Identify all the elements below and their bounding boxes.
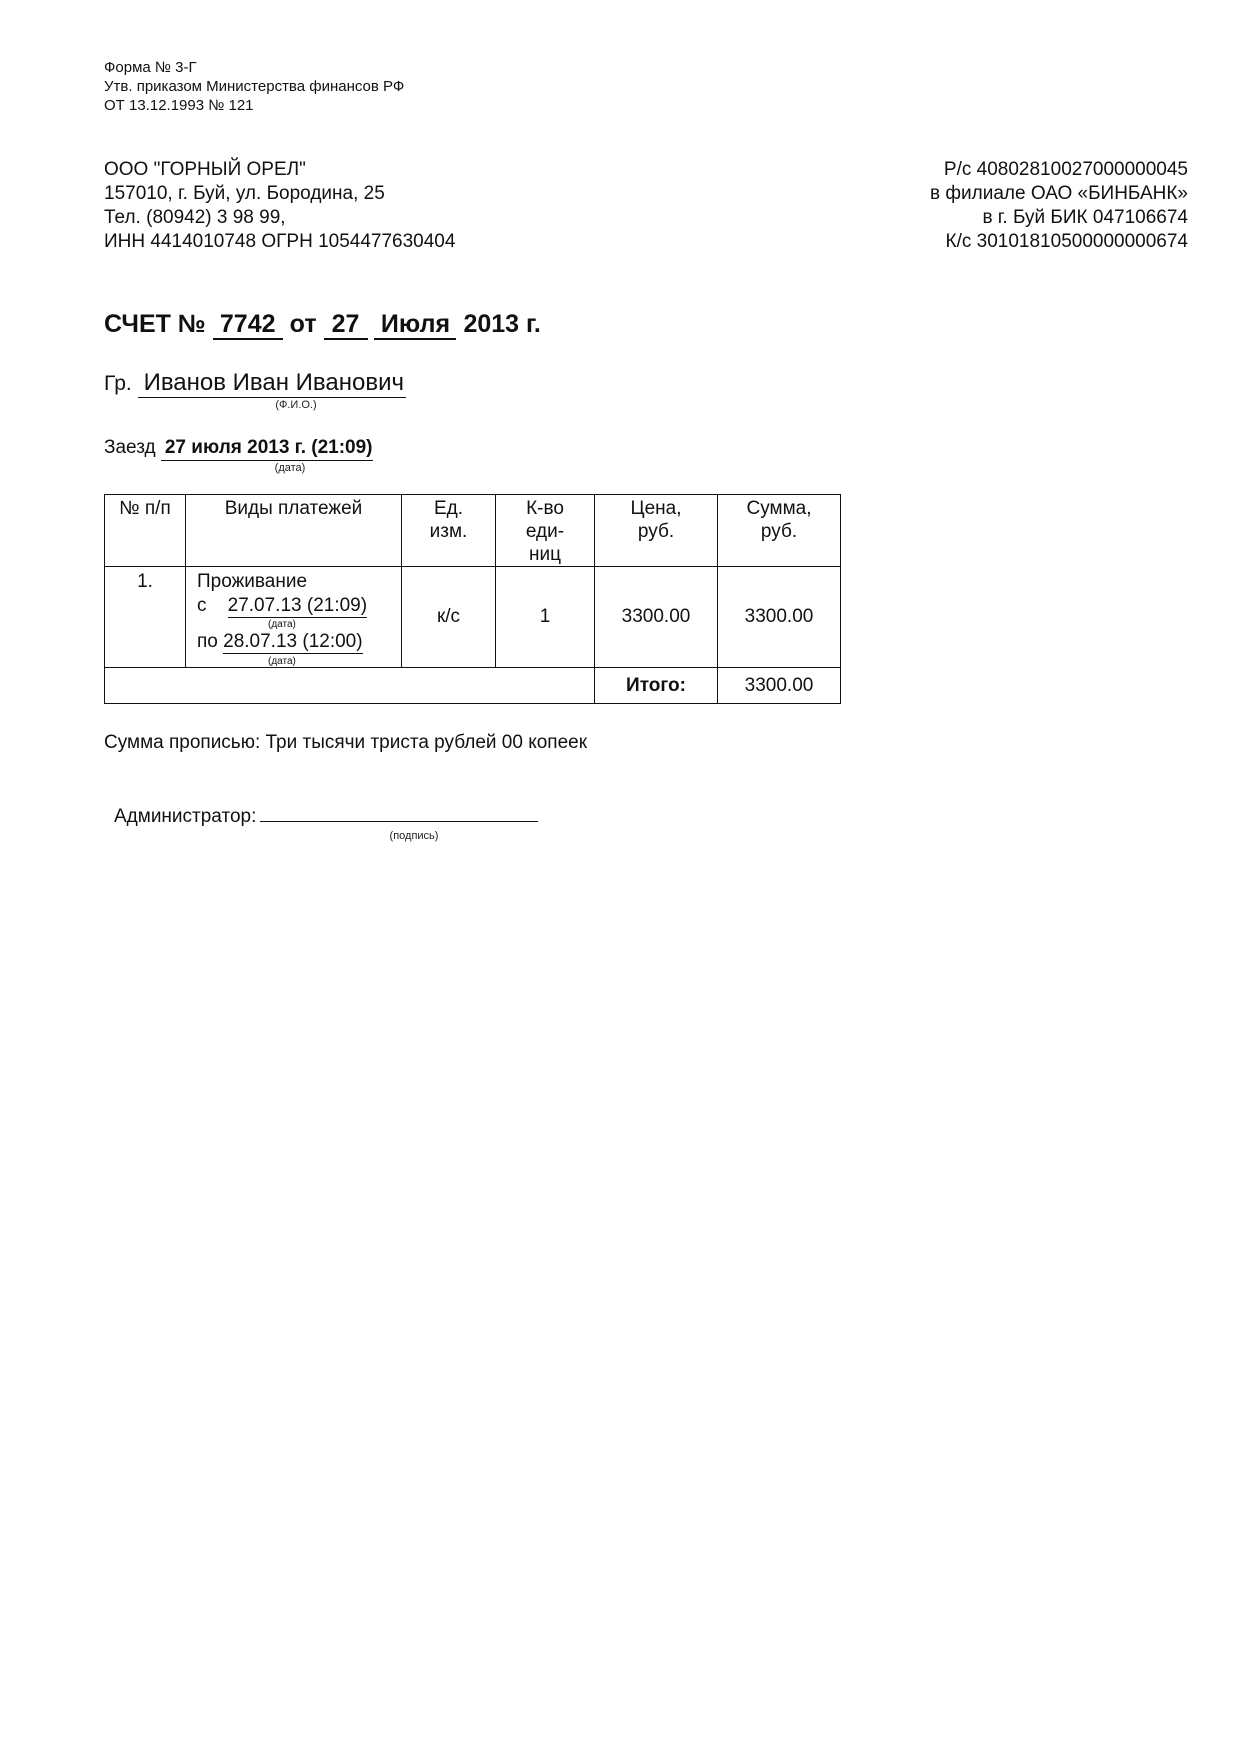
arrival-label: Заезд — [104, 437, 156, 458]
invoice-title — [104, 310, 541, 340]
invoice-month: Июля — [374, 310, 456, 340]
period-from-date: 27.07.13 (21:09) — [227, 595, 368, 616]
total-label: Итого: — [595, 668, 718, 704]
row-price: 3300.00 — [595, 567, 718, 668]
bank-block — [930, 158, 1188, 254]
amount-in-words: Сумма прописью: Три тысячи триста рублей 00 копеек — [104, 732, 588, 753]
table-row — [105, 567, 841, 668]
guest-line — [104, 369, 406, 398]
bank-corr-account: К/с 30101810500000000674 — [945, 231, 1188, 252]
form-header — [104, 58, 404, 115]
form-order: ОТ 13.12.1993 № 121 — [104, 97, 254, 114]
signature-label: Администратор: — [114, 806, 257, 827]
invoice-day: 27 — [324, 310, 368, 340]
form-number: Форма № 3-Г — [104, 59, 197, 76]
header-unit: Ед. изм. — [402, 495, 496, 567]
row-num: 1. — [105, 567, 186, 668]
bank-account: Р/с 40802810027000000045 — [943, 159, 1188, 180]
bank-city-bik: в г. Буй БИК 047106674 — [982, 207, 1188, 228]
total-row — [105, 668, 841, 704]
invoice-year: 2013 г. — [463, 310, 541, 338]
period-to: по 28.07.13 (12:00) — [197, 631, 363, 652]
organization-ids: ИНН 4414010748 ОГРН 1054477630404 — [104, 231, 456, 252]
header-type: Виды платежей — [186, 495, 402, 567]
organization-phone: Тел. (80942) 3 98 99, — [104, 207, 286, 228]
header-qty: К-во еди- ниц — [496, 495, 595, 567]
total-empty-cell — [105, 668, 595, 704]
guest-caption: (Ф.И.О.) — [275, 399, 317, 411]
arrival-line — [104, 436, 373, 461]
header-num: № п/п — [105, 495, 186, 567]
period-from-caption: (дата) — [268, 619, 296, 630]
signature-line — [114, 803, 538, 828]
organization-block — [104, 158, 455, 254]
signature-field — [260, 803, 538, 822]
header-price: Цена, руб. — [595, 495, 718, 567]
invoice-number: 7742 — [213, 310, 283, 340]
form-approval: Утв. приказом Министерства финансов РФ — [104, 78, 405, 95]
table-header-row — [105, 495, 841, 567]
arrival-caption: (дата) — [274, 462, 306, 474]
row-qty: 1 — [496, 567, 595, 668]
row-payment-type — [186, 567, 402, 668]
bank-branch: в филиале ОАО «БИНБАНК» — [930, 183, 1188, 204]
payment-type: Проживание — [197, 571, 308, 592]
period-to-caption: (дата) — [268, 656, 296, 667]
signature-caption: (подпись) — [389, 830, 439, 842]
row-unit: к/с — [402, 567, 496, 668]
period-from: с 27.07.13 (21:09) — [197, 595, 368, 616]
guest-name: Иванов Иван Иванович — [138, 369, 406, 398]
guest-prefix: Гр. — [104, 372, 132, 395]
period-to-date: 28.07.13 (12:00) — [223, 631, 363, 652]
invoice-from: от — [289, 310, 317, 338]
header-sum: Сумма, руб. — [718, 495, 841, 567]
arrival-date: 27 июля 2013 г. (21:09) — [161, 436, 373, 461]
organization-address: 157010, г. Буй, ул. Бородина, 25 — [104, 183, 385, 204]
organization-name: ООО "ГОРНЫЙ ОРЕЛ" — [104, 159, 306, 180]
payments-table — [104, 494, 841, 704]
invoice-prefix: СЧЕТ № — [104, 310, 206, 338]
total-value: 3300.00 — [718, 668, 841, 704]
row-sum: 3300.00 — [718, 567, 841, 668]
